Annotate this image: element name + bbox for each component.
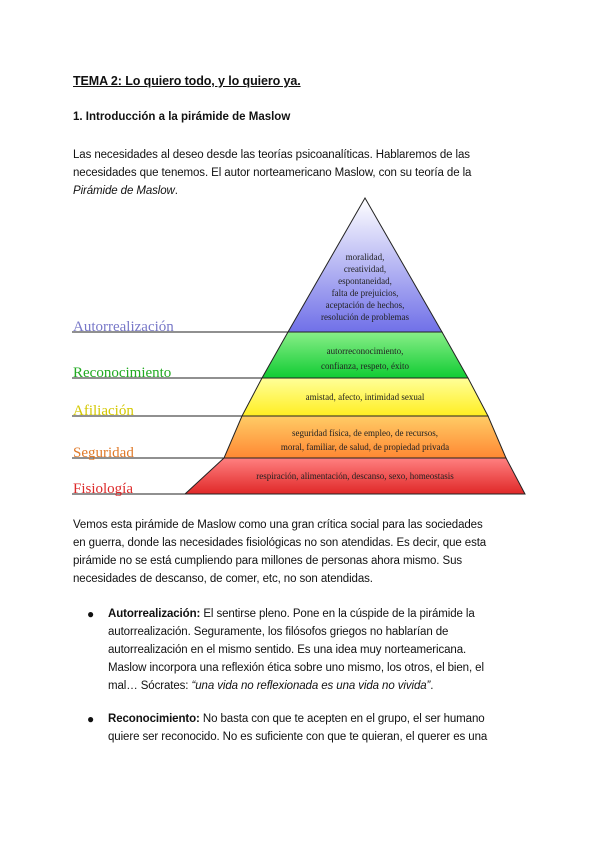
- tier-text: seguridad física, de empleo, de recursos,: [292, 428, 438, 438]
- tier-text: confianza, respeto, éxito: [321, 361, 409, 371]
- tier-text: falta de prejuicios,: [331, 288, 399, 298]
- intro-italic-term: Pirámide de Maslow: [73, 185, 175, 197]
- intro-paragraph: [73, 146, 533, 200]
- tier-text: respiración, alimentación, descanso, sexo, homeostasis: [256, 471, 454, 481]
- paragraph-line: necesidades de descanso, de comer, etc, no son atendidas.: [73, 573, 373, 585]
- level-label-afiliacion: Afiliación: [73, 403, 134, 419]
- tier-text: espontaneidad,: [338, 276, 392, 286]
- bullet-line: mal… Sócrates:: [108, 680, 192, 692]
- paragraph-line: en guerra, donde las necesidades fisiológicas no son atendidas. Es decir, que esta: [73, 537, 487, 549]
- section-heading: 1. Introducción a la pirámide de Maslow: [73, 111, 291, 123]
- level-label-fisiologia: Fisiología: [73, 481, 134, 497]
- bullet-term: Autorrealización:: [108, 608, 201, 620]
- bullet-icon: ●: [87, 712, 95, 726]
- bullet-line: quiere ser reconocido. No es suficiente con que te quieran, el querer es una: [108, 731, 488, 743]
- level-label-autorrealizacion: Autorrealización: [73, 319, 174, 335]
- tier-text: amistad, afecto, intimidad sexual: [305, 392, 425, 402]
- maslow-pyramid: [70, 194, 530, 500]
- bullet-line: Maslow incorpora una reflexión ética sobre uno mismo, los otros, el bien, el: [108, 662, 484, 674]
- bullet-reconocimiento: [88, 710, 533, 746]
- bullet-autorrealizacion: [88, 605, 533, 695]
- level-label-seguridad: Seguridad: [73, 445, 134, 461]
- bullet-line: No basta con que te acepten en el grupo, el ser humano: [199, 713, 485, 725]
- bullet-term: Reconocimiento:: [108, 713, 200, 725]
- bullet-line-end: .: [430, 680, 434, 692]
- bullet-line: El sentirse pleno. Pone en la cúspide de la pirámide la: [200, 608, 475, 620]
- socrates-quote: “una vida no reflexionada es una vida no vivida”: [191, 680, 431, 692]
- intro-period: .: [174, 185, 178, 197]
- intro-line-2: necesidades que tenemos. El autor norteamericano Maslow, con su teoría de la: [73, 167, 472, 179]
- level-label-reconocimiento: Reconocimiento: [73, 365, 172, 381]
- bullet-line: autorrealización. Seguramente, los filósofos griegos no hablarían de: [108, 626, 449, 638]
- tier-text: autorreconocimiento,: [326, 346, 404, 356]
- tier-text: moral, familiar, de salud, de propiedad privada: [280, 442, 450, 452]
- intro-line-1: Las necesidades al deseo desde las teorías psicoanalíticas. Hablaremos de las: [73, 149, 470, 161]
- pyramid-critique-paragraph: [73, 516, 533, 588]
- tier-text: resolución de problemas: [321, 312, 409, 322]
- tier-text: aceptación de hechos,: [325, 300, 405, 310]
- paragraph-line: pirámide no se está cumpliendo para millones de personas ahora mismo. Sus: [73, 555, 463, 567]
- bullet-icon: ●: [87, 607, 95, 621]
- tier-text: moralidad,: [345, 252, 385, 262]
- bullet-line: autorrealización en el mismo sentido. Es una idea muy norteamericana.: [108, 644, 467, 656]
- tier-text: creatividad,: [343, 264, 387, 274]
- document-title: TEMA 2: Lo quiero todo, y lo quiero ya.: [73, 74, 301, 88]
- paragraph-line: Vemos esta pirámide de Maslow como una gran crítica social para las sociedades: [73, 519, 483, 531]
